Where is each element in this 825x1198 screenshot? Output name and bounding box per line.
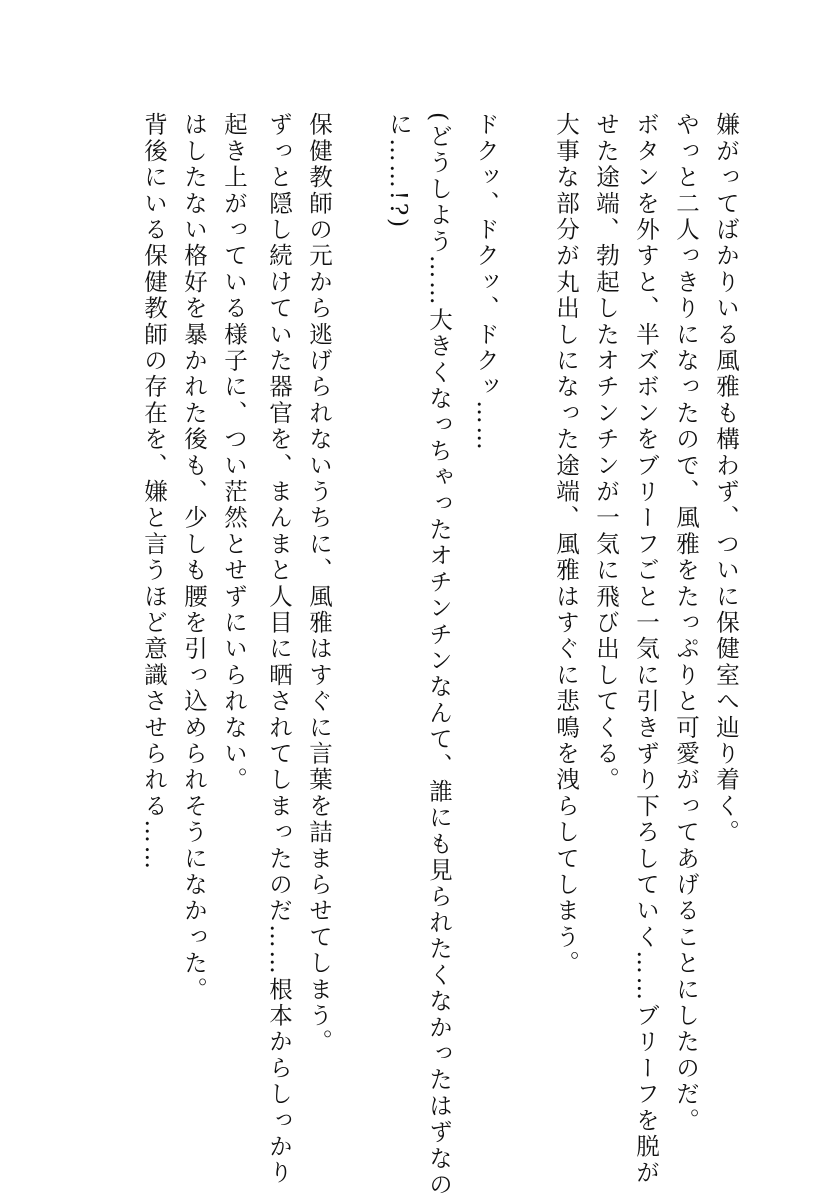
- text-line: 起き上がっている様子に、つい茫然とせずにいられない。: [220, 112, 248, 794]
- text-line: はしたない格好を暴かれた後も、少しも腰を引っ込められそうになかった。: [180, 112, 208, 1003]
- text-line: 保健教師の元から逃げられないうちに、風雅はすぐに言葉を詰まらせてしまう。: [305, 112, 333, 1056]
- text-line: やっと二人っきりになったので、風雅をたっぷりと可愛がってあげることにしたのだ。: [672, 112, 700, 1134]
- text-line: ボタンを外すと、半ズボンをブリーフごと一気に引きずり下ろしていく……ブリーフを脱が: [632, 112, 660, 1187]
- text-line: に……!?): [385, 112, 413, 230]
- text-line: 背後にいる保健教師の存在を、嫌と言うほど意識させられる……: [140, 112, 168, 872]
- text-line: 嫌がってばかりいる風雅も構わず、ついに保健室へ辿り着く。: [712, 112, 740, 846]
- text-line: ずっと隠し続けていた器官を、まんまと人目に晒されてしまったのだ……根本からしっかり: [265, 112, 293, 1187]
- text-line: (どうしよう……大きくなっちゃったオチンチンなんて、誰にも見られたくなかったはずなの: [425, 112, 453, 1198]
- text-line: ドクッ、ドクッ、ドクッ……: [472, 112, 500, 453]
- text-line: せた途端、勃起したオチンチンが一気に飛び出してくる。: [592, 112, 620, 794]
- text-line: 大事な部分が丸出しになった途端、風雅はすぐに悲鳴を洩らしてしまう。: [552, 112, 580, 977]
